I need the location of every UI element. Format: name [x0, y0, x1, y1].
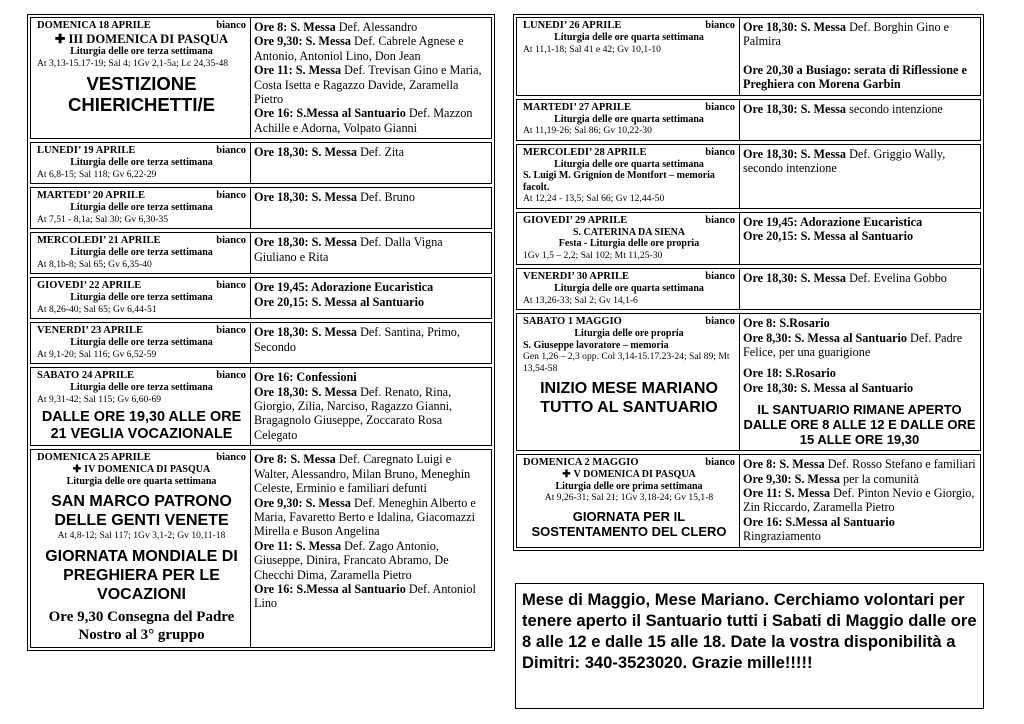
mass-schedule — [740, 455, 980, 546]
mass-time — [743, 271, 846, 285]
mass-type: S. Messa — [311, 190, 358, 205]
liturgical-color: bianco — [216, 145, 246, 157]
time: Ore 8: — [254, 20, 288, 34]
day-header — [37, 190, 246, 202]
liturgy-week: Liturgia delle ore quarta settimana — [554, 283, 704, 295]
mass-entry — [254, 235, 487, 264]
day-name: MERCOLEDI’ 21 APRILE — [37, 235, 161, 247]
mass-type: S. Messa al Santuario — [800, 380, 914, 395]
mass-time — [743, 102, 846, 116]
mass-type: S. Messa — [305, 34, 351, 49]
time: Ore 11: — [743, 485, 782, 500]
mass-entry — [254, 34, 487, 63]
day-info — [31, 450, 251, 647]
spacer — [743, 49, 976, 63]
mass-schedule — [251, 143, 491, 183]
mass-entry — [254, 385, 487, 443]
liturgy-week: Liturgia delle ore terza settimana — [70, 292, 213, 304]
day-row — [30, 277, 492, 319]
intention: secondo intenzione — [846, 101, 943, 116]
mass-time — [743, 147, 846, 161]
mass-type: S. Messa — [311, 235, 358, 250]
time: Ore 11: — [254, 63, 293, 78]
feast-title — [37, 464, 246, 476]
mass-type: Ore 20,15: S. Messa al Santuario — [743, 229, 914, 244]
mass-time — [743, 486, 830, 500]
mass-type: Ore 19,45: Adorazione Eucaristica — [254, 280, 434, 295]
mass-entry — [743, 20, 976, 49]
mass-entry — [254, 106, 487, 135]
time: Ore 18,30: — [254, 190, 309, 205]
intention: Def. Antoniol Lino — [254, 581, 476, 611]
day-name: DOMENICA 25 APRILE — [37, 452, 151, 464]
readings: At 11,19-26; Sal 86; Gv 10,22-30 — [523, 125, 652, 137]
mass-time — [743, 229, 913, 243]
readings: At 12,24 - 13,5; Sal 66; Gv 12,44-50 — [523, 193, 665, 205]
mass-type: S. Messa — [311, 325, 358, 340]
mass-entry — [743, 331, 976, 360]
time: Ore 9,30: — [743, 471, 792, 486]
mass-time — [254, 145, 357, 159]
day-row — [516, 99, 981, 141]
spacer — [743, 359, 976, 366]
feast-title — [37, 32, 246, 46]
day-name: LUNEDI’ 26 APRILE — [523, 20, 622, 31]
day-info — [31, 278, 251, 318]
day-info — [31, 143, 251, 183]
mass-schedule — [251, 368, 491, 445]
day-row — [30, 142, 492, 184]
intention: Def. Zita — [357, 145, 405, 160]
intention: Def. Meneghin Alberto e Maria, Favaretto Berto e Idalina, Giacomazzi Mirella e Buson Angelina — [254, 495, 476, 539]
mass-time — [743, 457, 825, 471]
readings: 1Gv 1,5 – 2,2; Sal 102; Mt 11,25-30 — [523, 249, 663, 261]
time: Ore 18,30: — [743, 271, 798, 286]
readings: At 8,1b-8; Sal 65; Gv 6,35-40 — [37, 258, 152, 270]
readings: At 13,26-33; Sal 2; Gv 14,1-6 — [523, 294, 638, 306]
mass-entry — [254, 370, 487, 384]
day-info — [517, 145, 740, 208]
cross-icon: ✚ — [72, 464, 82, 476]
volunteer-notice: Mese di Maggio, Mese Mariano. Cerchiamo volontari per tenere aperto il Santuario tutti i Sabati di Maggio dalle ore 8 alle 12 e dalle 15 alle 18. Date la vostra disponibilità a Dimitri: 340-3523020. Grazie mille!!!!! — [515, 583, 984, 709]
mass-entry — [743, 316, 976, 330]
day-info — [517, 269, 740, 309]
mass-type: S. Messa — [290, 452, 336, 467]
liturgy-week: Liturgia delle ore quarta settimana — [66, 475, 217, 487]
day-row — [516, 268, 981, 310]
spacer — [743, 395, 976, 402]
day-header — [523, 457, 735, 469]
liturgy-week: Liturgia delle ore quarta settimana — [554, 32, 704, 43]
mass-entry — [743, 102, 976, 116]
event-banner: SAN MARCO PATRONO DELLE GENTI VENETE — [51, 493, 232, 530]
intention: Def. Santina, Primo, Secondo — [254, 325, 460, 354]
mass-entry — [254, 539, 487, 582]
event-banner: GIORNATA PER IL SOSTENTAMENTO DEL CLERO — [531, 508, 727, 539]
mass-time — [254, 582, 406, 596]
time: Ore 16: — [254, 581, 294, 596]
liturgy-week: Liturgia delle ore terza settimana — [70, 382, 213, 394]
intention: Def. Dalla Vigna Giuliano e Rita — [254, 235, 443, 264]
liturgical-color: bianco — [705, 271, 735, 283]
mass-entry — [743, 63, 976, 92]
mass-schedule — [251, 323, 491, 363]
liturgical-color: bianco — [705, 214, 735, 226]
time: Ore 8,30: — [743, 330, 792, 345]
mass-time — [743, 515, 895, 529]
day-header — [37, 280, 246, 292]
mass-time — [254, 106, 406, 120]
mass-entry — [743, 229, 976, 243]
liturgical-color: bianco — [216, 235, 246, 247]
day-row — [516, 313, 981, 451]
day-header — [37, 20, 246, 32]
readings: At 3,13-15.17-19; Sal 4; 1Gv 2,1-5a; Lc 24,35-48 — [37, 57, 229, 69]
time: Ore 18,30: — [743, 101, 798, 116]
right-schedule-column — [513, 14, 984, 551]
intention: Def. Mazzon Achille e Adorna, Volpato Gianni — [254, 106, 473, 135]
event-banner: INIZIO MESE MARIANO TUTTO AL SANTUARIO — [540, 380, 718, 417]
time: Ore 11: — [254, 538, 293, 553]
mass-schedule — [251, 450, 491, 647]
day-name: SABATO 1 MAGGIO — [523, 316, 622, 328]
readings: At 7,51 - 8,1a; Sal 30; Gv 6,30-35 — [37, 213, 169, 225]
day-row — [516, 17, 981, 96]
time: Ore 18,30: — [254, 384, 309, 399]
day-header — [523, 102, 735, 114]
day-info — [517, 314, 740, 450]
mass-entry — [743, 147, 976, 176]
notice-text: IL SANTUARIO RIMANE APERTO DALLE ORE 8 ALLE 12 E DALLE ORE 15 ALLE ORE 19,30 — [743, 402, 976, 448]
event-banner: DALLE ORE 19,30 ALLE ORE 21 VEGLIA VOCAZIONALE — [41, 409, 242, 442]
readings: At 11,1-18; Sal 41 e 42; Gv 10,1-10 — [523, 43, 661, 55]
liturgy-week: Liturgia delle ore terza settimana — [70, 46, 213, 57]
mass-type: S. Messa — [290, 20, 336, 34]
mass-type: S.Messa al Santuario — [296, 581, 406, 596]
cross-icon: ✚ — [562, 469, 571, 481]
intention: Def. Zago Antonio, Giuseppe, Dinira, Francato Abramo, De Checchi Dima, Zaramella Pietro — [254, 538, 449, 582]
mass-type: S. Messa — [794, 471, 840, 486]
mass-type: S. Messa — [784, 485, 831, 500]
liturgical-color: bianco — [705, 146, 735, 158]
mass-time — [254, 190, 357, 204]
day-header — [523, 147, 735, 159]
intention: Def. Cabrele Agnese e Antonio, Antoniol Lino, Don Jean — [254, 34, 464, 63]
time: Ore 8: — [743, 457, 777, 472]
mass-type: S. Messa — [295, 63, 342, 78]
liturgical-color: bianco — [216, 20, 246, 31]
mass-type: S. Messa al Santuario — [794, 330, 907, 345]
liturgical-color: bianco — [216, 452, 246, 464]
day-header — [37, 325, 246, 337]
mass-type: S. Messa — [779, 457, 825, 472]
day-name: GIOVEDI’ 29 APRILE — [523, 214, 628, 226]
mass-time — [743, 381, 913, 395]
cross-icon: ✚ — [54, 32, 66, 46]
readings: At 6,8-15; Sal 118; Gv 6,22-29 — [37, 168, 157, 180]
mass-type: S. Messa — [800, 20, 847, 34]
mass-type: S. Messa — [295, 538, 342, 553]
day-info — [31, 323, 251, 363]
day-name: VENERDI’ 23 APRILE — [37, 325, 143, 337]
time: Ore 18,30: — [743, 146, 798, 161]
day-row — [30, 17, 492, 139]
intention: Def. Griggio Wally, secondo intenzione — [743, 146, 946, 176]
time: Ore 18,30: — [254, 235, 309, 250]
mass-type: S. Messa — [800, 101, 847, 116]
liturgical-color: bianco — [705, 457, 735, 469]
event-note: Ore 9,30 Consegna del Padre Nostro al 3° gruppo — [48, 608, 235, 643]
liturgical-color: bianco — [705, 316, 735, 328]
mass-type: Ore 18: S.Rosario — [743, 366, 836, 381]
mass-time — [254, 325, 357, 339]
day-info — [31, 18, 251, 138]
day-row — [516, 144, 981, 209]
mass-time — [743, 63, 967, 91]
mass-type: S.Messa al Santuario — [785, 514, 895, 529]
liturgy-week: Liturgia delle ore quarta settimana — [554, 113, 704, 125]
mass-time — [254, 385, 357, 399]
mass-schedule — [740, 269, 980, 309]
day-name: SABATO 24 APRILE — [37, 370, 135, 382]
mass-schedule — [740, 314, 980, 450]
day-row — [516, 454, 981, 547]
mass-type: S. Messa — [800, 146, 847, 161]
time: Ore 8: — [254, 452, 288, 467]
liturgy-week: S. CATERINA DA SIENA — [572, 226, 686, 238]
mass-schedule — [740, 213, 980, 265]
liturgy-week: Liturgia delle ore terza settimana — [70, 337, 213, 349]
event-banner: GIORNATA MONDIALE DI PREGHIERA PER LE VOCAZIONI — [45, 547, 238, 603]
mass-entry — [254, 452, 487, 495]
day-info — [517, 213, 740, 265]
liturgy-week: Liturgia delle ore propria — [574, 328, 684, 340]
mass-time — [254, 539, 341, 553]
liturgy-week: Liturgia delle ore terza settimana — [70, 202, 213, 214]
mass-time — [254, 235, 357, 249]
intention: Def. Rosso Stefano e familiari — [824, 457, 976, 472]
day-header — [523, 215, 735, 227]
mass-entry — [743, 486, 976, 515]
intention: Ringraziamento — [743, 529, 821, 544]
day-info — [31, 188, 251, 228]
day-info — [517, 18, 740, 95]
mass-entry — [743, 381, 976, 395]
day-header — [523, 20, 735, 32]
mass-schedule — [740, 18, 980, 95]
day-name: DOMENICA 2 MAGGIO — [523, 457, 639, 469]
day-info — [31, 368, 251, 445]
mass-entry — [743, 472, 976, 486]
mass-schedule — [251, 18, 491, 138]
mass-entry — [254, 280, 487, 294]
mass-type: Ore 20,15: S. Messa al Santuario — [254, 294, 425, 309]
mass-schedule — [740, 100, 980, 140]
mass-time — [254, 20, 336, 34]
day-header — [37, 145, 246, 157]
mass-entry — [254, 496, 487, 539]
intention: Def. Trevisan Gino e Maria, Costa Isetta e Ragazzo Davide, Zaramella Pietro — [254, 63, 482, 107]
mass-time — [743, 316, 830, 330]
day-name: DOMENICA 18 APRILE — [37, 20, 151, 31]
day-info — [517, 455, 740, 546]
memorial: S. Giuseppe lavoratore – memoria — [523, 339, 669, 351]
feast-name: V DOMENICA DI PASQUA — [573, 469, 696, 481]
time: Ore 18,30: — [743, 20, 798, 34]
mass-entry — [254, 145, 487, 159]
readings: At 9,26-31; Sal 21; 1Gv 3,18-24; Gv 15,1-8 — [544, 492, 714, 504]
mass-type: Ore 16: Confessioni — [254, 370, 357, 385]
day-row — [30, 449, 492, 648]
day-name: MARTEDI’ 27 APRILE — [523, 101, 631, 113]
mass-entry — [743, 515, 976, 529]
day-name: MARTEDI’ 20 APRILE — [37, 190, 145, 202]
day-header — [523, 316, 735, 328]
liturgy-week: Liturgia delle ore terza settimana — [70, 247, 213, 259]
day-row — [30, 232, 492, 274]
liturgy-week: Liturgia delle ore prima settimana — [555, 480, 703, 492]
mass-time — [254, 496, 351, 510]
mass-time — [743, 331, 907, 345]
time: Ore 18,30: — [254, 145, 309, 160]
mass-schedule — [740, 145, 980, 208]
left-schedule-column — [27, 14, 495, 651]
mass-entry — [254, 582, 487, 611]
intention: Def. Pinton Nevio e Giorgio, Zin Riccardo, Zaramella Pietro — [743, 485, 975, 515]
mass-time — [254, 34, 351, 48]
mass-entry — [254, 325, 487, 354]
intention: Def. Borghin Gino e Palmira — [743, 20, 950, 49]
feast-name: III DOMENICA DI PASQUA — [68, 32, 229, 46]
mass-entry — [743, 366, 976, 380]
readings: At 4,8-12; Sal 117; 1Gv 3,1-2; Gv 10,11-18 — [57, 530, 226, 542]
readings: At 9,1-20; Sal 116; Gv 6,52-59 — [37, 348, 157, 360]
mass-type: S. Messa — [311, 384, 358, 399]
day-header — [37, 235, 246, 247]
intention: Def. Evelina Gobbo — [846, 271, 947, 286]
mass-type: S. Messa — [311, 145, 358, 160]
event-banner: VESTIZIONE CHIERICHETTI/E — [68, 73, 215, 115]
mass-time — [254, 295, 424, 309]
time: Ore 16: — [254, 106, 294, 121]
day-header — [523, 271, 735, 283]
mass-time — [254, 63, 341, 77]
mass-schedule — [251, 233, 491, 273]
intention: Def. Bruno — [357, 190, 415, 205]
liturgical-color: bianco — [705, 20, 735, 31]
mass-type: S. Messa — [305, 495, 351, 510]
intention: Def. Renato, Rina, Giorgio, Zilia, Narciso, Ragazzo Gianni, Bragagnolo Giuseppe, Zoccarato Rosa Celegato — [254, 384, 453, 442]
mass-entry — [254, 20, 487, 34]
mass-time — [743, 366, 836, 380]
time: Ore 18,30: — [743, 380, 798, 395]
day-row — [30, 367, 492, 446]
day-header — [37, 370, 246, 382]
intention: Def. Padre Felice, per una guarigione — [743, 330, 963, 359]
time: Ore 9,30: — [254, 34, 303, 49]
mass-type: Ore 19,45: Adorazione Eucaristica — [743, 214, 923, 229]
day-row — [30, 187, 492, 229]
feast-name: IV DOMENICA DI PASQUA — [84, 464, 211, 476]
mass-type: Ore 20,30 a Busiago: serata di Riflessione e Preghiera con Morena Garbin — [743, 62, 967, 92]
readings: Gen 1,26 – 2,3 opp. Col 3,14-15.17.23-24; Sal 89; Mt 13,54-58 — [523, 351, 730, 374]
liturgy-week: Liturgia delle ore quarta settimana — [554, 158, 704, 170]
mass-time — [743, 20, 846, 34]
mass-time — [254, 280, 433, 294]
mass-type: S. Messa — [800, 271, 847, 286]
mass-time — [743, 472, 840, 486]
day-header — [37, 452, 246, 464]
time: Ore 9,30: — [254, 495, 303, 510]
mass-time — [254, 370, 357, 384]
mass-schedule — [251, 188, 491, 228]
readings: At 9,31-42; Sal 115; Gv 6,60-69 — [37, 393, 162, 405]
memorial: S. Luigi M. Grignion de Montfort – memoria facolt. — [523, 170, 715, 193]
liturgy-note: Festa - Liturgia delle ore propria — [558, 238, 700, 250]
feast-title — [523, 469, 735, 481]
liturgical-color: bianco — [216, 280, 246, 292]
liturgical-color: bianco — [216, 370, 246, 382]
intention: Def. Alessandro — [335, 20, 418, 34]
time: Ore 16: — [743, 514, 783, 529]
mass-schedule — [251, 278, 491, 318]
mass-entry — [254, 295, 487, 309]
liturgy-week: Liturgia delle ore terza settimana — [70, 157, 213, 169]
mass-time — [254, 452, 336, 466]
mass-entry — [254, 63, 487, 106]
mass-type: Ore 8: S.Rosario — [743, 316, 830, 331]
day-name: GIOVEDI’ 22 APRILE — [37, 280, 142, 292]
mass-entry — [254, 190, 487, 204]
time: Ore 18,30: — [254, 325, 309, 340]
liturgical-color: bianco — [705, 101, 735, 113]
liturgical-color: bianco — [216, 190, 246, 202]
mass-time — [743, 215, 922, 229]
day-row — [30, 322, 492, 364]
mass-entry — [743, 457, 976, 471]
mass-entry — [743, 215, 976, 229]
readings: At 8,26-40; Sal 65; Gv 6,44-51 — [37, 303, 157, 315]
intention: per la comunità — [839, 471, 919, 486]
day-info — [517, 100, 740, 140]
day-name: MERCOLEDI’ 28 APRILE — [523, 146, 647, 158]
day-name: LUNEDI’ 19 APRILE — [37, 145, 136, 157]
day-name: VENERDI’ 30 APRILE — [523, 271, 629, 283]
intention: Def. Caregnato Luigi e Walter, Alessandro, Milan Bruno, Meneghin Celeste, Erminio e familiari defunti — [254, 452, 471, 496]
day-info — [31, 233, 251, 273]
mass-entry — [743, 529, 976, 543]
liturgical-color: bianco — [216, 325, 246, 337]
mass-type: S.Messa al Santuario — [296, 106, 406, 121]
day-row — [516, 212, 981, 266]
mass-entry — [743, 271, 976, 285]
